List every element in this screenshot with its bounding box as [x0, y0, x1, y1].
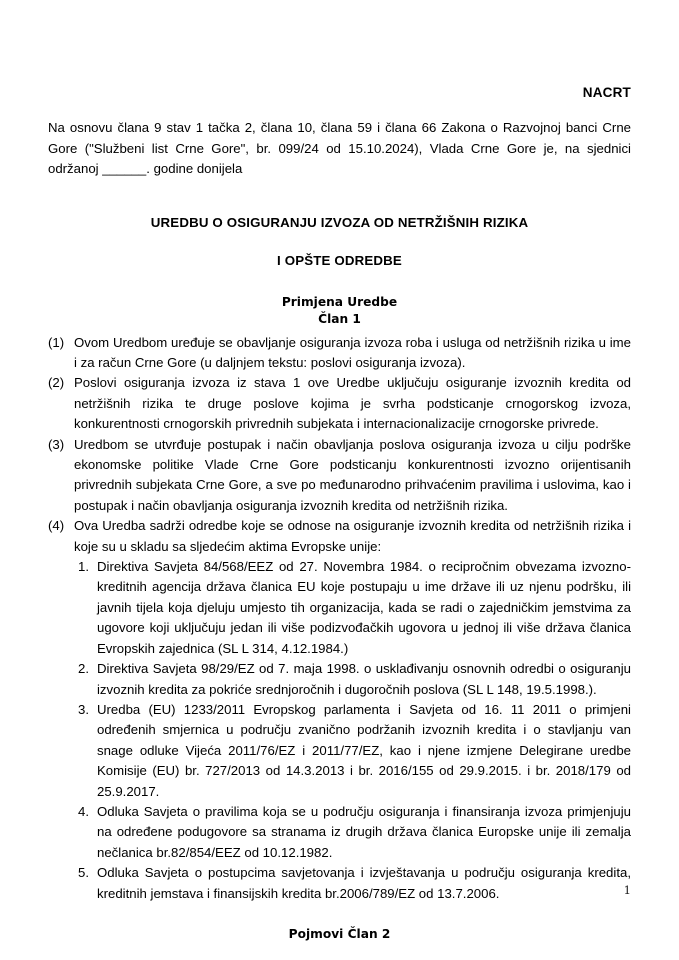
list-item-text: Odluka Savjeta o postupcima savjetovanja i izvještavanja u području osiguranja kredita, kreditnih jemstava i finansijskih kredita br.2006/789/EZ od 13.7.2006.	[97, 865, 631, 901]
paragraph-marker: (4)	[48, 518, 65, 534]
draft-label: NACRT	[582, 85, 631, 100]
article-1-heading-block	[48, 294, 631, 328]
page-number: 1	[623, 883, 631, 897]
list-item-text: Direktiva Savjeta 98/29/EZ od 7. maja 1998. o usklađivanju osnovnih odredbi o osiguranju izvoznih kredita za pokriće srednjoročnih i dugoročnih poslova (SL L 148, 19.5.1998.).	[97, 661, 631, 697]
article-2-number: Član 2	[347, 926, 391, 941]
preamble-paragraph: Na osnovu člana 9 stav 1 tačka 2, člana 10, člana 59 i člana 66 Zakona o Razvojnoj banci Crne Gore ("Službeni list Crne Gore", br. 099/24 od 15.10.2024), Vlada Crne Gore je, na sjednici održanoj ______. godine donijela	[48, 120, 631, 177]
paragraph-item	[48, 435, 631, 517]
paragraph-text: Uredbom se utvrđuje postupak i način obavljanja poslova osiguranja izvoza u cilju podrške ekonomske politike Vlade Crne Gore podsticanju konkurentnosti izvozno orijentisanih privrednih subjekata Crne Gore, a sve po međunarodno prihvaćenim pravilima i uslovima, kao i postupak i način obavljanja osiguranja izvoznih kredita od netržišnih rizika.	[74, 436, 631, 513]
paragraph-item	[48, 333, 631, 374]
paragraph-marker: (1)	[48, 334, 65, 350]
list-item-marker: 4.	[78, 803, 89, 819]
paragraph-text: Ova Uredba sadrži odredbe koje se odnose na osiguranje izvoznih kredita od netržišnih rizika i koje su u skladu sa sljedećim aktima Evropske unije:	[74, 518, 631, 554]
paragraph-marker: (3)	[48, 436, 65, 452]
article-1-number: Član 1	[318, 311, 361, 326]
list-item	[65, 659, 631, 700]
list-item	[65, 557, 631, 659]
page-title: UREDBU O OSIGURANJU IZVOZA OD NETRŽIŠNIH RIZIKA	[150, 214, 529, 230]
paragraph-text: Poslovi osiguranja izvoza iz stava 1 ove Uredbe uključuju osiguranje izvoznih kredita od netržišnih rizika te druge poslove kojima je svrha podsticanje crnogorskog izvoza, konkurentnosti crnogorskih privrednih subjekata i internacionalizacije crnogorske privrede.	[74, 375, 631, 432]
list-item	[65, 700, 631, 802]
list-item-marker: 3.	[78, 701, 89, 717]
article-2-title: Pojmovi	[288, 926, 344, 941]
list-item-marker: 2.	[78, 661, 89, 677]
list-item-text: Uredba (EU) 1233/2011 Evropskog parlamenta i Savjeta od 16. 11 2011 o primjeni određenih smjernica u području zvanično podržanih izvoznih kredita i o stavljanju van snage odluke Vijeća 2011/76/EZ i 2011/77/EZ, kao i njene izmjene Delegirane uredbe Komisije (EU) br. 727/2013 od 14.3.2013 i br. 2016/155 od 29.9.2015. i br. 2018/179 od 25.9.2017.	[97, 701, 631, 799]
document-content	[48, 0, 631, 943]
paragraph-marker: (2)	[48, 375, 65, 391]
list-item-marker: 5.	[78, 865, 89, 881]
list-item-text: Direktiva Savjeta 84/568/EEZ od 27. Novembra 1984. o recipročnim obvezama izvozno-kreditnih agencija država članica EU koje postupaju u ime države ili uz njenu podršku, ili javnih tijela koja djeluju umjesto tih organizacija, kada se radi o zajedničkim jemstvima za ugovore koji uključuju jedan ili više podizvođačkih ugovora u jednoj ili više država članica Evropskih zajednica (SL L 314, 4.12.1984.)	[97, 559, 631, 656]
paragraph-item	[48, 373, 631, 434]
list-item-marker: 1.	[78, 559, 89, 575]
eu-acts-list	[48, 557, 631, 904]
section-heading: I OPŠTE ODREDBE	[277, 252, 402, 268]
article-1-title: Primjena Uredbe	[281, 294, 398, 309]
list-item	[65, 802, 631, 863]
list-item-text: Odluka Savjeta o pravilima koja se u području osiguranja i finansiranja izvoza primjenjuju na određene podugovore sa stranama iz drugih država članica Europske unije ili zemalja nečlanica br.82/854/EEZ od 10.12.1982.	[97, 803, 631, 860]
paragraph-item	[48, 516, 631, 557]
article-1-paragraphs	[48, 333, 631, 557]
article-2-heading-block	[48, 926, 631, 943]
paragraph-text: Ovom Uredbom uređuje se obavljanje osiguranja izvoza roba i usluga od netržišnih rizika u ime i za račun Crne Gore (u daljnjem tekstu: poslovi osiguranja izvoza).	[74, 334, 631, 370]
list-item	[65, 863, 631, 904]
